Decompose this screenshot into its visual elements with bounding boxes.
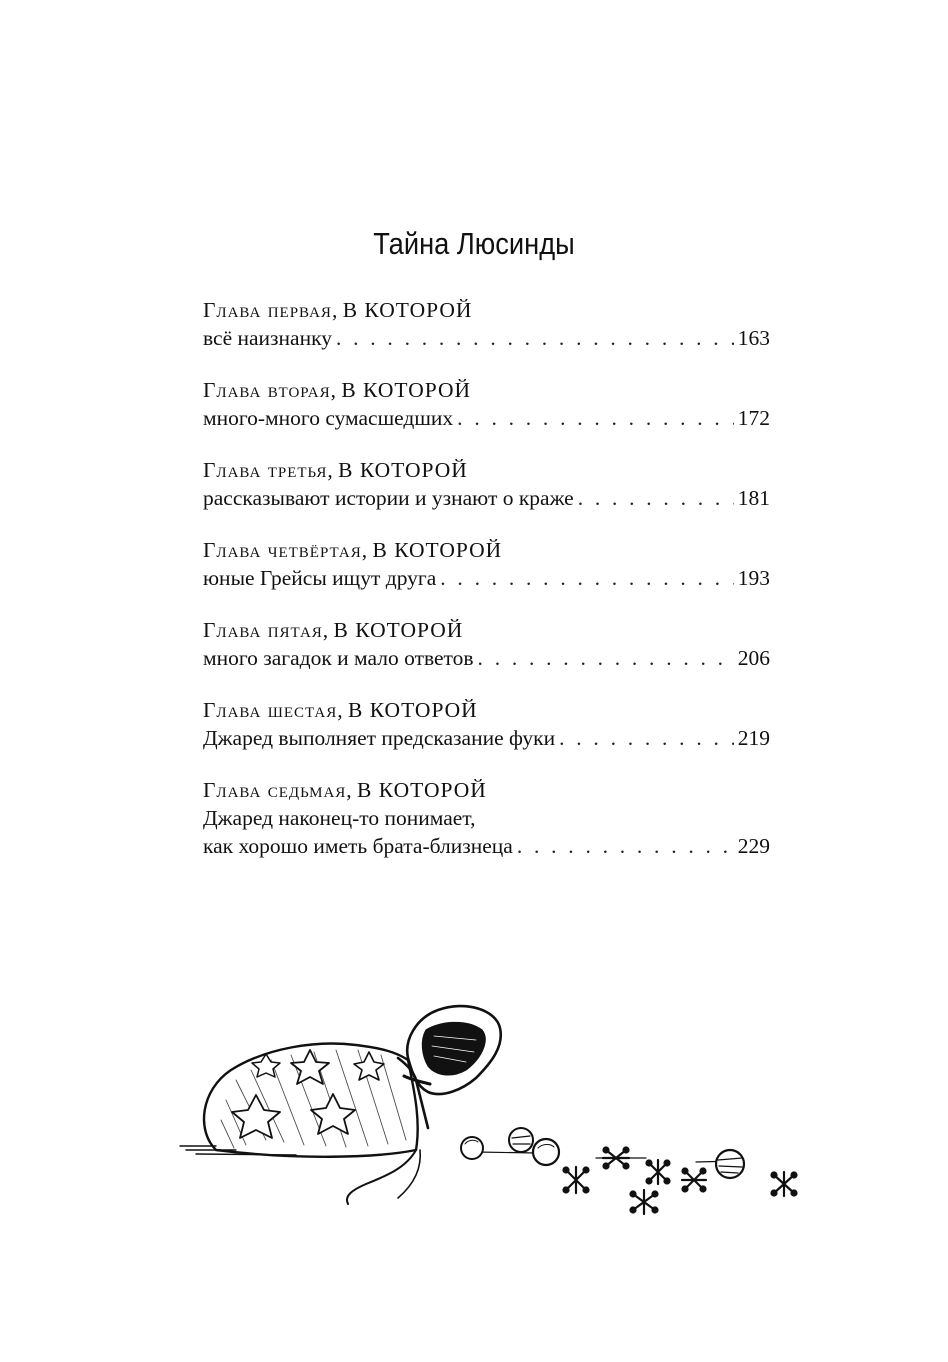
- chapter-label: Глава седьмая: [203, 778, 347, 802]
- page-number: 172: [737, 406, 770, 430]
- chapter-description-text: Джаред выполняет предсказание фуки: [203, 726, 556, 750]
- chapter-description: [203, 832, 770, 860]
- chapter-description-text: юные Грейсы ищут друга: [203, 566, 437, 590]
- chapter-description-text: рассказывают истории и узнают о краже: [203, 486, 574, 510]
- sack-illustration-icon: [176, 1000, 816, 1240]
- dot-leader: [440, 564, 733, 592]
- dot-leader: [336, 324, 734, 352]
- toc-entry: [203, 616, 770, 672]
- chapter-heading: Глава вторая, В КОТОРОЙ: [203, 378, 472, 402]
- chapter-suffix: В КОТОРОЙ: [338, 458, 468, 482]
- dot-leader: [478, 644, 734, 672]
- toc-entry: [203, 536, 770, 592]
- dot-leader: [578, 484, 734, 512]
- chapter-description: [203, 324, 770, 352]
- page-number: 181: [737, 486, 770, 510]
- chapter-description: [203, 484, 770, 512]
- toc-entry: [203, 296, 770, 352]
- toc-entry: [203, 376, 770, 432]
- dot-leader: [457, 404, 734, 432]
- chapter-label: Глава шестая: [203, 698, 338, 722]
- chapter-heading: Глава пятая, В КОТОРОЙ: [203, 618, 464, 642]
- chapter-heading: Глава четвёртая, В КОТОРОЙ: [203, 538, 503, 562]
- dot-leader: [517, 832, 734, 860]
- chapter-label: Глава первая: [203, 298, 332, 322]
- chapter-heading: Глава шестая, В КОТОРОЙ: [203, 698, 478, 722]
- chapter-suffix: В КОТОРОЙ: [333, 618, 464, 642]
- chapter-description: [203, 564, 770, 592]
- page-number: 219: [737, 726, 770, 750]
- chapter-suffix: В КОТОРОЙ: [372, 538, 503, 562]
- table-of-contents: [203, 296, 770, 884]
- chapter-label: Глава пятая: [203, 618, 323, 642]
- chapter-description-text: как хорошо иметь брата-близнеца: [203, 834, 513, 858]
- page-number: 229: [737, 834, 770, 858]
- chapter-label: Глава третья: [203, 458, 328, 482]
- toc-entry: [203, 696, 770, 752]
- chapter-description-text: много-много сумасшедших: [203, 406, 454, 430]
- dot-leader: [559, 724, 734, 752]
- chapter-heading: Глава седьмая, В КОТОРОЙ: [203, 778, 487, 802]
- chapter-description-line: Джаред наконец-то понимает,: [203, 806, 476, 830]
- toc-entry: [203, 776, 770, 860]
- page-title: Тайна Люсинды: [373, 226, 575, 261]
- chapter-label: Глава вторая: [203, 378, 331, 402]
- chapter-description: [203, 644, 770, 672]
- chapter-suffix: В КОТОРОЙ: [342, 298, 473, 322]
- chapter-heading: Глава третья, В КОТОРОЙ: [203, 458, 468, 482]
- chapter-description-text: всё наизнанку: [203, 326, 332, 350]
- chapter-suffix: В КОТОРОЙ: [341, 378, 472, 402]
- chapter-description-text: много загадок и мало ответов: [203, 646, 474, 670]
- page-number: 163: [737, 326, 770, 350]
- chapter-suffix: В КОТОРОЙ: [348, 698, 478, 722]
- page-number: 193: [737, 566, 770, 590]
- chapter-suffix: В КОТОРОЙ: [357, 778, 487, 802]
- chapter-description: [203, 404, 770, 432]
- chapter-description: [203, 724, 770, 752]
- chapter-heading: Глава первая, В КОТОРОЙ: [203, 298, 473, 322]
- chapter-label: Глава четвёртая: [203, 538, 362, 562]
- toc-entry: [203, 456, 770, 512]
- page-number: 206: [737, 646, 770, 670]
